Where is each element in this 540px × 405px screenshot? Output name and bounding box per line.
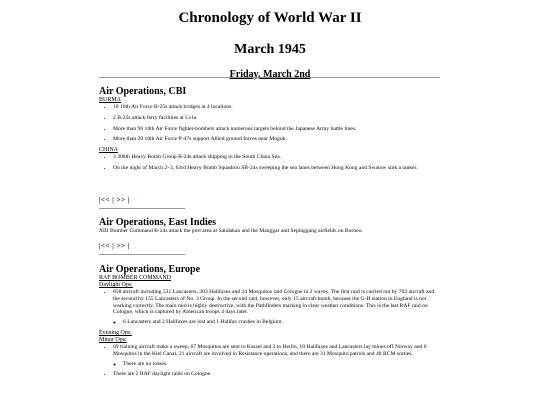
minor-sublist — [113, 361, 440, 368]
daylight-item-text: 858 aircraft including 531 Lancasters, 303 Halifaxes and 24 Mosquitos raid Cologne in 2 waves. The first raid is carried out by 703 aircraft and the second by 155 Lancasters of No. 3 Group. In the second raid, however, only 15 aircraft bomb, because the G-H station in England is not working correctly. The main raid is highly destructive, with the Pathfinders marking in clear weather conditions. This is the last RAF raid on Cologne, which is captured by American troops 4 days later. — [113, 289, 435, 316]
list-item — [113, 344, 440, 367]
section-divider — [99, 254, 185, 255]
china-list — [99, 154, 440, 172]
section-heading-europe: Air Operations, Europe — [99, 264, 201, 275]
list-item — [113, 289, 440, 326]
list-item: • There are 2 RAF daylight raids on Cologne. — [113, 371, 440, 378]
section-heading-east-indies: Air Operations, East Indies — [99, 217, 217, 228]
list-item: • More than 90 10th Air Force fighter-bombers attack numerous targets behind the Japanese Army battle lines. — [113, 126, 440, 133]
section-heading-cbi: Air Operations, CBI — [99, 86, 187, 97]
burma-list — [99, 104, 440, 143]
china-label: CHINA — [99, 147, 118, 154]
top-divider — [99, 77, 440, 78]
section-cbi — [99, 86, 440, 176]
section-divider — [99, 208, 185, 209]
month-heading: March 1945 — [234, 42, 306, 57]
list-item: ◦ 6 Lancasters and 2 Halifaxes are lost and 1 Halifax crashes in Belgium. — [123, 319, 440, 326]
nav-links-east-indies[interactable]: |<< | >> | — [99, 242, 130, 250]
east-indies-text: XIII Bomber Command B-24s attack the port area at Sandakan and the Manggar and Sepinggang airfields on Borneo. — [99, 228, 363, 234]
minor-item-text: 69 training aircraft make a sweep, 67 Mosquitos are sent to Kassel and 3 to Berlin, 10 Halifaxes and Lancasters lay mines off Norway and 6 Mosquitos in the Kiel Canal, 21 aircraft are involved in Resistance operations, and there are 31 Mosquito patrols and 48 RCM sorties. — [113, 343, 427, 357]
minor-ops-label: Minor Ops: — [99, 336, 127, 343]
minor-list — [99, 344, 440, 378]
list-item: • On the night of March 2–3, 63rd Heavy Bomb Squadron SB-24s sweeping the sea lanes between Hong Kong and Swatow sink a tanker. — [113, 165, 440, 172]
section-east-indies — [99, 217, 440, 235]
list-item: • 2 B-25s attack ferry facilities at Li-lu. — [113, 115, 440, 122]
daylight-sublist — [113, 319, 440, 326]
page-title: Chronology of World War II — [178, 10, 362, 26]
list-item: • More than 20 10th Air Force P-47s support Allied ground forces near Mogok. — [113, 136, 440, 143]
daylight-ops-label: Daylight Ops: — [99, 282, 133, 288]
nav-links-cbi[interactable]: |<< | >> | — [99, 196, 130, 204]
section-europe — [99, 264, 440, 382]
day-heading: Friday, March 2nd — [229, 69, 311, 80]
daylight-list — [99, 289, 440, 326]
burma-label: BURMA — [99, 97, 122, 103]
list-item: • 3 308th Heavy Bomb Group B-24s attack shipping in the South China Sea. — [113, 154, 440, 161]
list-item: ◦ There are no losses. — [123, 361, 440, 368]
list-item: • 10 10th Air Force B-25s attack bridges at 4 locations. — [113, 104, 440, 111]
raf-label: RAF BOMBER COMMAND — [99, 275, 172, 281]
evening-ops-label: Evening Ops: — [99, 329, 132, 336]
